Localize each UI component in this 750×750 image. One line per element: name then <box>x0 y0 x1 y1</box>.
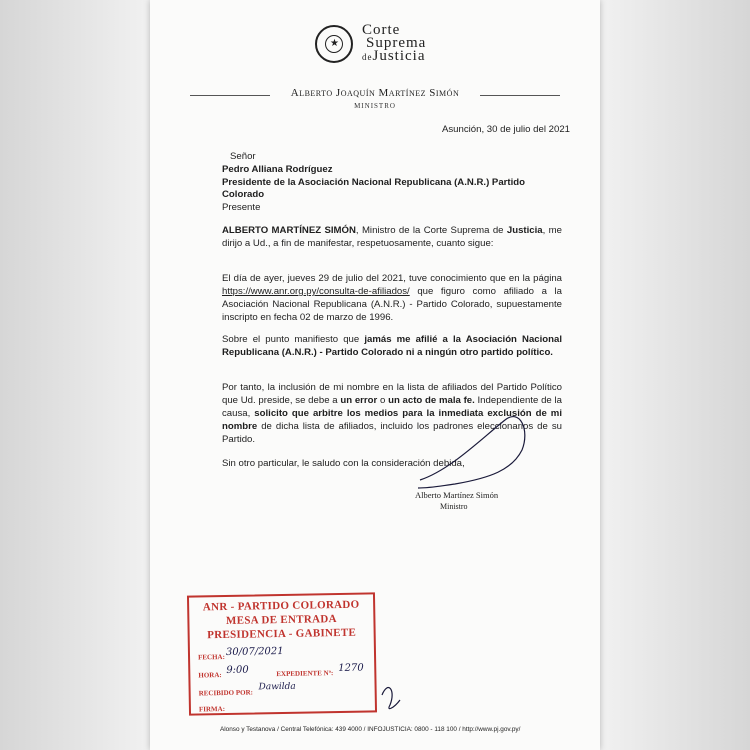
stamp-recibido-signature: Dawilda <box>258 681 296 693</box>
p4-bold-1: un error <box>340 395 378 406</box>
p4-text-d: de dicha lista de afiliados, incluido los padrones eleccionarios de su Partido. <box>222 421 562 445</box>
stamp-expediente-label: EXPEDIENTE Nº: <box>276 669 334 679</box>
reception-stamp <box>187 592 377 715</box>
closing: Sin otro particular, le saludo con la consideración debida, <box>222 458 465 469</box>
stamp-firma-label: FIRMA: <box>198 705 226 714</box>
afiliados-link[interactable]: https://www.anr.org.py/consulta-de-afiliados/ <box>222 286 410 297</box>
p3-text-a: Sobre el punto manifiesto que <box>222 334 360 345</box>
background-left <box>0 0 150 750</box>
p1-text-a: , Ministro de la Corte Suprema de <box>355 225 504 236</box>
stamp-hora-value: 9:00 <box>226 664 249 676</box>
letter-page <box>150 0 600 750</box>
background-right <box>600 0 750 750</box>
brand-prefix: de <box>362 52 373 62</box>
minister-title: MINISTRO <box>354 102 396 110</box>
p1-text-b: , me dirijo a Ud., a fin de manifestar, respetuosamente, cuanto sigue: <box>222 225 562 249</box>
stamp-line-1: ANR - PARTIDO COLORADO <box>202 598 360 614</box>
stamp-fecha-value: 30/07/2021 <box>225 645 284 658</box>
brand-justicia: Justicia <box>372 48 426 64</box>
presente: Presente <box>222 202 261 213</box>
p4-text-a: Por tanto, la inclusión de mi nombre en la lista de afiliados del Partido Político que Ud. preside, se debe a <box>222 382 562 406</box>
p4-bold-3: solicito que arbitre los medios para la inmediata exclusión de mi nombre <box>222 408 563 432</box>
p1-bold: ALBERTO MARTÍNEZ SIMÓN <box>222 225 356 236</box>
recipient-title-1: Presidente de la Asociación Nacional Republicana (A.N.R.) Partido <box>222 177 525 188</box>
p4-text-b: o <box>379 395 386 406</box>
p2-text-b: que figuro como afiliado a la Asociación Nacional Republicana (A.N.R.) - Partido Colorado, supuestamente inscripto en fecha 02 de marzo de 1996. <box>222 286 562 323</box>
p2-text-a: El día de ayer, jueves 29 de julio del 2021, tuve conocimiento que en la página <box>222 273 562 284</box>
recipient-title-2: Colorado <box>222 189 265 200</box>
p4-text-c: Independiente de la causa, <box>222 395 562 419</box>
p1-bold-2: Justicia <box>506 225 543 236</box>
stamp-line-2: MESA DE ENTRADA <box>225 613 337 627</box>
footer-contact: Alonso y Testanova / Central Telefónica: 439 4000 / INFOJUSTICIA: 0800 - 118 100 / http://www.pj.gov.py/ <box>220 726 521 733</box>
brand-line-2: Suprema <box>366 35 427 51</box>
p3-bold: jamás me afilié a la Asociación Nacional Republicana (A.N.R.) - Partido Colorado ni a ningún otro partido político. <box>222 334 563 358</box>
signature-role: Ministro <box>440 502 468 511</box>
recipient-name: Pedro Alliana Rodríguez <box>222 164 333 175</box>
brand-line-1: Corte <box>362 22 401 38</box>
letter-date: Asunción, 30 de julio del 2021 <box>441 124 570 135</box>
stamp-line-3: PRESIDENCIA - GABINETE <box>207 626 357 642</box>
stamp-fecha-label: FECHA: <box>197 652 225 662</box>
stamp-hora-label: HORA: <box>198 671 222 680</box>
stamp-recibido-label: RECIBIDO POR: <box>198 688 254 698</box>
seal-star-icon: ★ <box>330 38 339 49</box>
signature-name: Alberto Martínez Simón <box>415 490 499 500</box>
salutation: Señor <box>230 151 256 162</box>
p4-bold-2: un acto de mala fe. <box>388 395 475 406</box>
minister-name: Alberto Joaquín Martínez Simón <box>275 87 475 99</box>
stamp-expediente-value: 1270 <box>338 662 364 675</box>
